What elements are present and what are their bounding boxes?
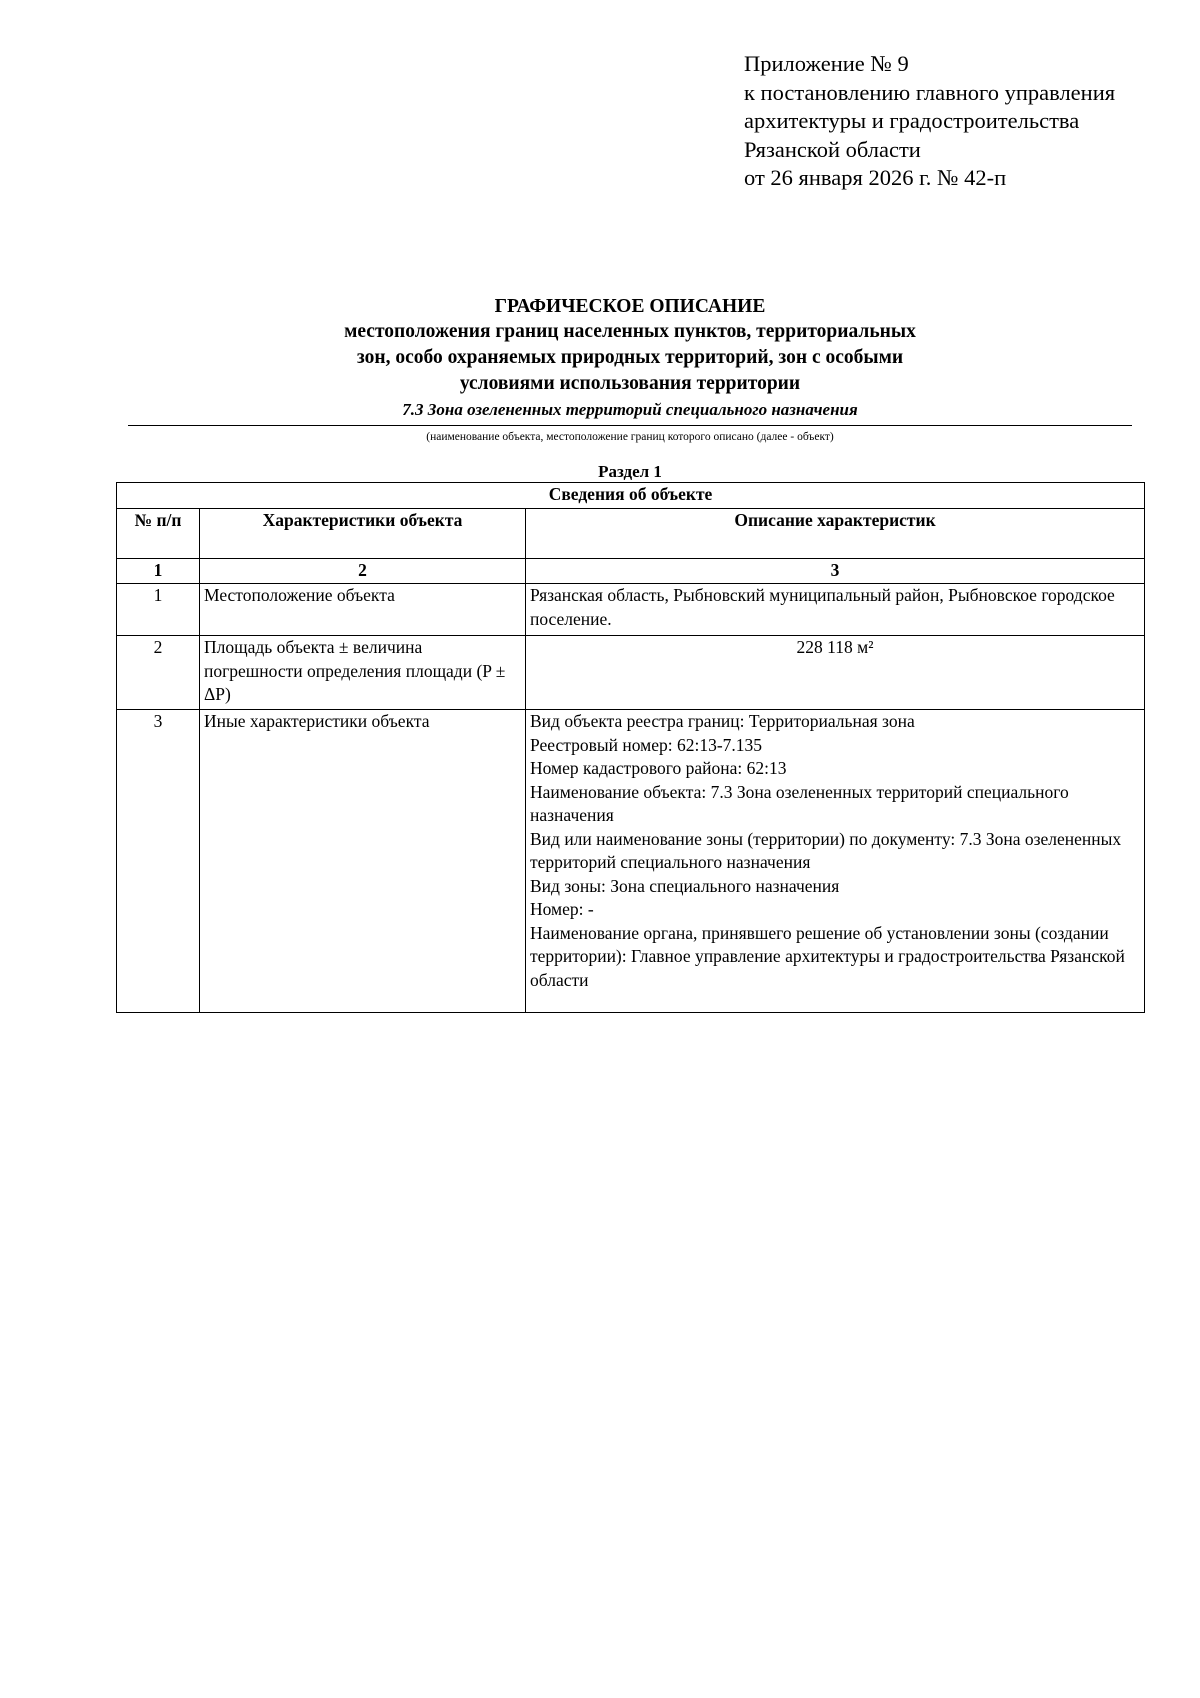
header-characteristic: Характеристики объекта xyxy=(200,509,526,559)
column-number-row xyxy=(117,559,1145,584)
table-row xyxy=(117,636,1145,710)
table-row xyxy=(117,710,1145,1013)
document-title: ГРАФИЧЕСКОЕ ОПИСАНИЕ xyxy=(494,296,766,317)
description-line: Наименование органа, принявшего решение об установлении зоны (создании территории): Главное управление архитектуры и градостроительства Рязанской области xyxy=(530,922,1125,990)
document-title-block xyxy=(128,294,1132,421)
table-caption-row xyxy=(117,483,1145,509)
appendix-line: к постановлению главного управления xyxy=(744,79,1116,105)
object-name: 7.3 Зона озелененных территорий специального назначения xyxy=(402,400,858,419)
table-caption: Сведения об объекте xyxy=(117,483,1145,509)
table-header-row xyxy=(117,509,1145,559)
row-number: 2 xyxy=(117,636,200,710)
description-line: Вид зоны: Зона специального назначения xyxy=(530,875,840,896)
description-line: Вид или наименование зоны (территории) по документу: 7.3 Зона озелененных территорий специального назначения xyxy=(530,828,1122,872)
row-characteristic: Местоположение объекта xyxy=(200,584,526,636)
section-label: Раздел 1 xyxy=(598,462,662,481)
document-subtitle-line: зон, особо охраняемых природных территорий, зон с особыми xyxy=(356,347,904,368)
row-characteristic: Иные характеристики объекта xyxy=(200,710,526,1013)
appendix-line: Приложение № 9 xyxy=(744,51,909,76)
object-info-table xyxy=(116,482,1145,1013)
description-line: Реестровый номер: 62:13-7.135 xyxy=(530,734,763,755)
appendix-line: от 26 января 2026 г. № 42-п xyxy=(744,165,1007,190)
description-line: Номер кадастрового района: 62:13 xyxy=(530,758,787,778)
row-description xyxy=(526,710,1145,1013)
header-num: № п/п xyxy=(117,509,200,559)
row-number: 3 xyxy=(117,710,200,1013)
row-description: Рязанская область, Рыбновский муниципальный район, Рыбновское городское поселение. xyxy=(526,584,1145,636)
header-description: Описание характеристик xyxy=(526,509,1145,559)
row-characteristic: Площадь объекта ± величина погрешности определения площади (P ± ΔP) xyxy=(200,636,526,710)
column-number: 2 xyxy=(200,559,526,584)
description-line: Вид объекта реестра границ: Территориальная зона xyxy=(530,711,915,731)
object-name-caption: (наименование объекта, местоположение границ которого описано (далее - объект) xyxy=(426,431,834,443)
row-description: 228 118 м² xyxy=(526,636,1145,710)
object-name-underline xyxy=(128,425,1132,426)
description-line: Наименование объекта: 7.3 Зона озелененных территорий специального назначения xyxy=(530,781,1069,825)
column-number: 1 xyxy=(117,559,200,584)
appendix-line: архитектуры и градостроительства xyxy=(744,108,1080,133)
table-row xyxy=(117,584,1145,636)
row-number: 1 xyxy=(117,584,200,636)
document-subtitle-line: местоположения границ населенных пунктов, территориальных xyxy=(344,321,916,342)
column-number: 3 xyxy=(526,559,1145,584)
description-line: Номер: - xyxy=(530,899,594,919)
appendix-header xyxy=(744,50,1115,193)
appendix-line: Рязанской области xyxy=(744,136,921,162)
document-subtitle-line: условиями использования территории xyxy=(459,373,801,394)
